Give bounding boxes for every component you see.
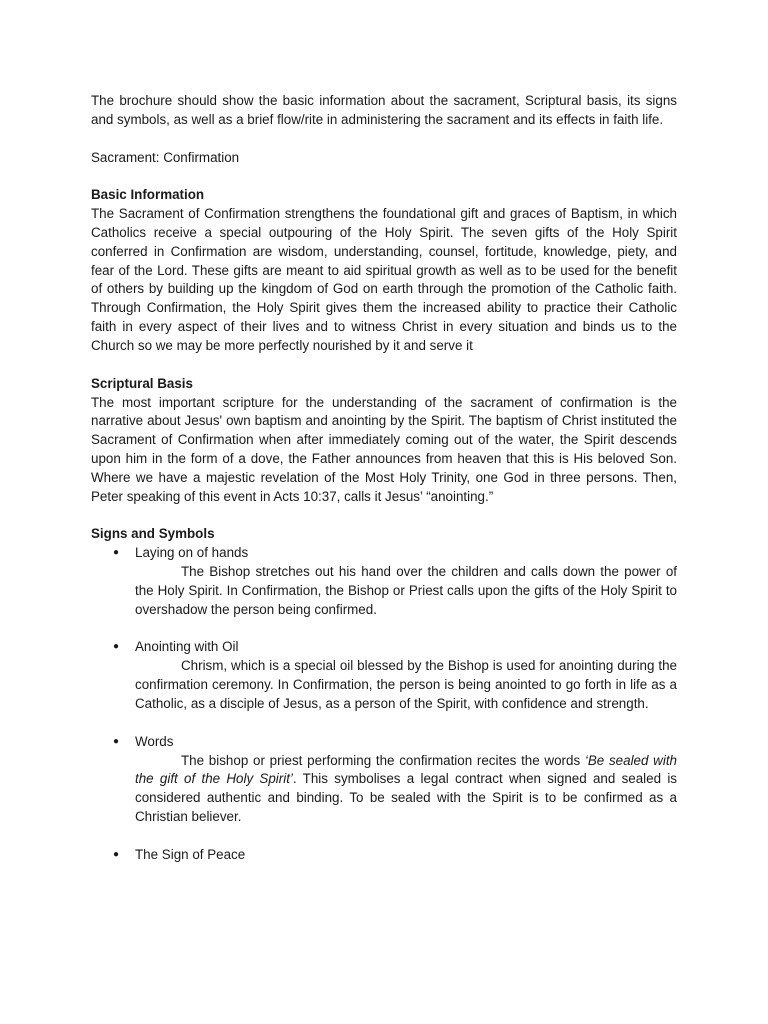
sign-description [135,752,677,827]
signs-and-symbols-heading: Signs and Symbols [91,526,215,542]
sign-description-text: . This symbolises a legal contract when signed and sealed is considered authentic and binding. To be sealed with the Spirit is to be confirmed as a Christian believer. [135,771,677,825]
basic-information-heading: Basic Information [91,187,205,203]
sign-title: Anointing with Oil [135,639,239,655]
sign-title: Laying on of hands [135,545,249,561]
intro-paragraph: The brochure should show the basic information about the sacrament, Scriptural basis, its signs and symbols, as well as a brief flow/rite in administering the sacrament and its effects in faith life. [91,93,677,127]
basic-information-body: The Sacrament of Confirmation strengthens the foundational gift and graces of Baptism, in which Catholics receive a special outpouring of the Holy Spirit. The seven gifts of the Holy Spirit conferred in Confirmation are wisdom, understanding, counsel, fortitude, knowledge, piety, and fear of the Lord. These gifts are meant to aid spiritual growth as well as to be used for the benefit of others by building up the kingdom of God on earth through the promotion of the Catholic faith. Through Confirmation, the Holy Spirit gives them the increased ability to practice their Catholic faith in every aspect of their lives and to witness Christ in every situation and binds us to the Church so we may be more perfectly nourished by it and serve it [91,206,677,353]
bullet-icon: ● [113,547,120,559]
document-content [91,92,677,883]
signs-list [91,544,677,864]
sign-title: The Sign of Peace [135,846,246,862]
scriptural-basis-heading: Scriptural Basis [91,375,193,391]
bullet-icon: ● [113,848,120,860]
bullet-icon: ● [113,641,120,653]
scriptural-basis-section [91,375,677,507]
sign-description-text: The bishop or priest performing the confirmation recites the words [181,752,585,768]
sacrament-line: Sacrament: Confirmation [91,149,240,165]
basic-information-section [91,186,677,356]
sign-description: Chrism, which is a special oil blessed by the Bishop is used for anointing during the confirmation ceremony. In Confirmation, the person is being anointed to go forth in life as a Catholic, as a disciple of Jesus, as a person of the Spirit, with confidence and strength. [135,658,677,711]
list-item [91,733,677,827]
scriptural-basis-body: The most important scripture for the understanding of the sacrament of confirmation is the narrative about Jesus' own baptism and anointing by the Spirit. The baptism of Christ instituted the Sacrament of Confirmation when after immediately coming out of the water, the Spirit descends upon him in the form of a dove, the Father announces from heaven that this is His beloved Son. Where we have a majestic revelation of the Most Holy Trinity, one God in three persons. Then, Peter speaking of this event in Acts 10:37, calls it Jesus’ “anointing.” [91,394,677,504]
sign-description-quote: ‘Be sealed with the gift of the Holy Spirit’ [135,752,677,787]
sign-title: Words [135,733,174,749]
list-item [91,846,677,865]
sign-description: The Bishop stretches out his hand over the children and calls down the power of the Holy Spirit. In Confirmation, the Bishop or Priest calls upon the gifts of the Holy Spirit to overshadow the person being confirmed. [135,564,677,617]
list-item [91,544,677,619]
bullet-icon: ● [113,735,120,747]
list-item [91,638,677,713]
